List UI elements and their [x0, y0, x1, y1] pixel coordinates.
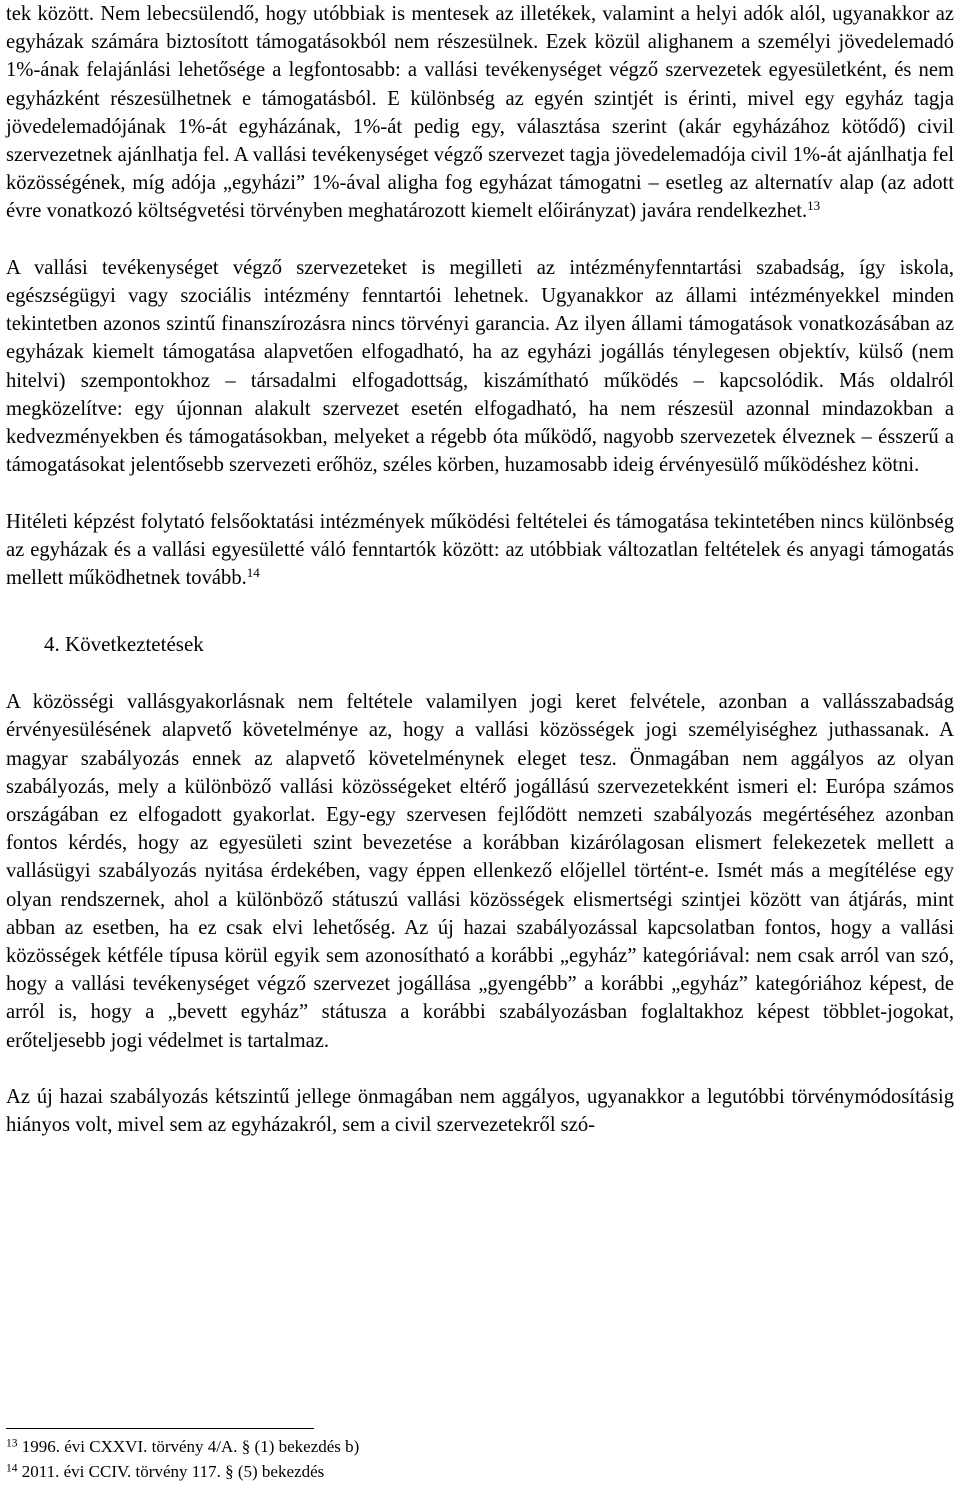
paragraph-4 [6, 688, 954, 1055]
footnote-number: 14 [6, 1462, 18, 1475]
paragraph-3 [6, 508, 954, 593]
paragraph-2-text: A vallási tevékenységet végző szervezeteket is megilleti az intézményfenntartási szabadság, így iskola, egészségügyi vagy szociális intézmény fenntartói lehetnek. Ugyanakkor az állami intézményekkel minden tekintetben azonos szintű finanszírozásra nincs törvényi garancia. Az ilyen állami támogatások vonatkozásában az egyházak kiemelt támogatása alapvetően elfogadható, ha az egyházi jogállás ténylegesen objektív, külső (nem hitelvi) szempontokhoz – társadalmi elfogadottság, kiszámítható működés – kapcsolódik. Más oldalról megközelítve: egy újonnan alakult szervezet esetén elfogadható, ha nem részesül azonnal mindazokban a kedvezményekben és támogatásokban, melyeket a régebb óta működő, nagyobb szervezetek élveznek – ésszerű a támogatásokat jelentősebb szervezeti erőhöz, széles körben, huzamosabb ideig érvényesülő működéshez kötni. [6, 256, 954, 477]
footnote-14 [6, 1459, 954, 1484]
paragraph-1-text: tek között. Nem lebecsülendő, hogy utóbbiak is mentesek az illetékek, valamint a helyi adók alól, ugyanakkor az egyházak számára biztosított támogatásokból nem részesülnek. Ezek közül alighanem a személyi jövedelemadó 1%-ának felajánlási lehetősége a legfontosabb: a vallási tevékenységet végző szervezetek egyesületként, és nem egyházként részesülhetnek e támogatásból. E különbség az egyén szintjét is érinti, mivel egy egyház tagja jövedelemadójának 1%-át egyházának, 1%-át pedig egy, választása szerint (akár egyházához kötődő) civil szervezetnek ajánlhatja fel. A vallási tevékenységet végző szervezet tagja jövedelemadója civil 1%-át ajánlhatja fel közösségének, míg adója „egyházi” 1%-ával aligha fog egyházat támogatni – esetleg az alternatív alap (az adott évre vonatkozó költségvetési törvényben meghatározott kiemelt előirányzat) javára rendelkezhet. [6, 3, 954, 223]
footnote-separator [6, 1428, 314, 1429]
paragraph-3-text: Hitéleti képzést folytató felsőoktatási intézmények működési feltételei és támogatása tekintetében nincs különbség az egyházak és a vallási egyesületté váló fenntartók között: az utóbbiak változatlan feltételek és anyagi támogatás mellett működhetnek tovább. [6, 510, 954, 590]
paragraph-4-text: A közösségi vallásgyakorlásnak nem feltétele valamilyen jogi keret felvétele, azonban a vallásszabadság érvényesülésének alapvető követelménye az, hogy a vallási közösségek jogi személyiséghez juthassanak. A magyar szabályozás ennek az alapvető követelménynek eleget tesz. Önmagában nem aggályos az olyan szabályozás, mely a különböző vallási közösségeket eltérő jogállású szervezetekként ismeri el: Európa számos országában ez elfogadott gyakorlat. Egy-egy szervesen fejlődött nemzeti szabályozás megértéséhez azonban fontos kérdés, hogy az egyesületi szint bevezetése a korábban kizárólagosan elismert felekezetek mellett a vallásügyi szabályozás nyitása érdekében, vagy éppen ellenkező előjellel történt-e. Ismét más a megítélése egy olyan rendszernek, ahol a különböző státuszú vallási közösségek elismertségi szintjei között van átjárás, mint abban az esetben, ha ez csak elvi lehetőség. Az új hazai szabályozással kapcsolatban fontos, hogy a vallási közösségek kétféle típusa körül egyik sem azonosítható a korábbi „egyház” kategóriával: nem csak arról van szó, hogy a vallási tevékenységet végző szervezet jogállása „gyengébb” a korábbi „egyház” kategóriához képest, de arról is, hogy a „bevett egyház” státusza a korábbi szabályozásban foglaltakhoz képest többlet-jogokat, erőteljesebb jogi védelmet is tartalmaz. [6, 691, 954, 1052]
footnotes [6, 1434, 954, 1484]
paragraph-1 [6, 0, 954, 226]
footnote-number: 13 [6, 1437, 18, 1450]
footnote-text: 2011. évi CCIV. törvény 117. § (5) bekezdés [21, 1462, 325, 1481]
footnote-text: 1996. évi CXXVI. törvény 4/A. § (1) bekezdés b) [21, 1437, 360, 1456]
paragraph-5-text: Az új hazai szabályozás kétszintű jellege önmagában nem aggályos, ugyanakkor a legutóbbi törvénymódosításig hiányos volt, mivel sem az egyházakról, sem a civil szervezetekről szó- [6, 1086, 954, 1137]
footnote-13 [6, 1434, 954, 1459]
paragraph-2 [6, 254, 954, 480]
paragraph-5 [6, 1083, 954, 1139]
document-page [6, 0, 954, 1139]
footnote-ref-13[interactable]: 13 [807, 198, 821, 214]
footnote-ref-14[interactable]: 14 [246, 564, 260, 580]
section-heading: 4. Következtetések [44, 632, 204, 657]
